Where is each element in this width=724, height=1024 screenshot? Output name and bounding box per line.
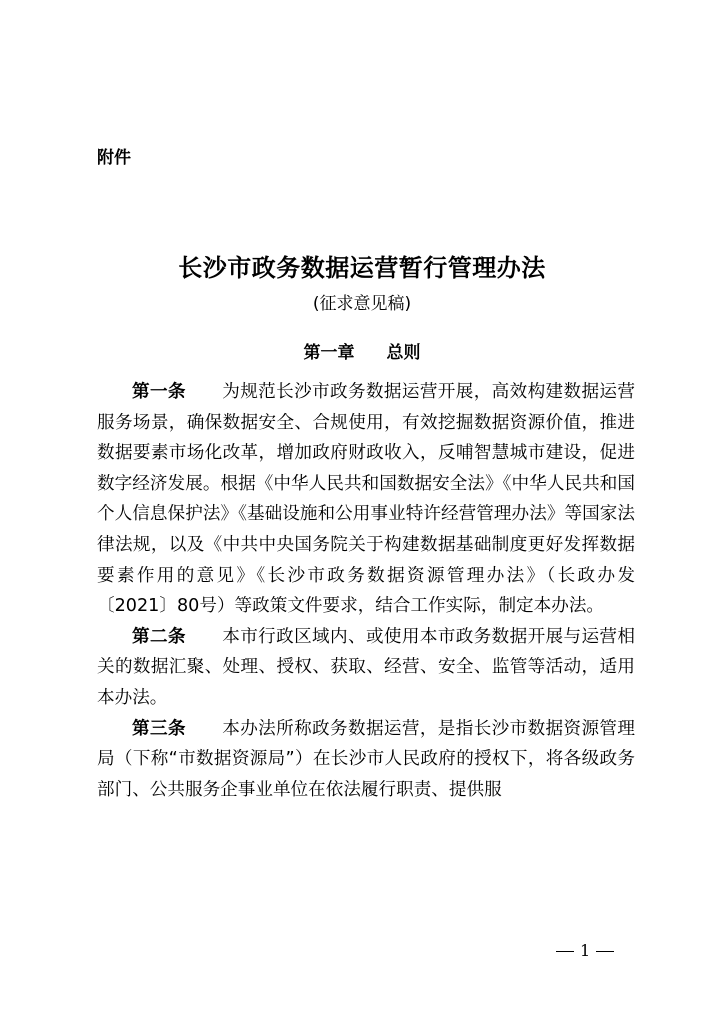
article-paragraph [97,622,635,714]
document-title: 长沙市政务数据运营暂行管理办法 [178,254,546,282]
article-label: 第三条 [132,718,186,739]
article-paragraph [97,714,635,806]
page-number: 1 [580,941,591,960]
footer-dash-right [596,951,614,952]
article-paragraph [97,377,635,622]
document-body [97,377,635,805]
chapter-name: 总则 [386,343,421,363]
document-subtitle: (征求意见稿) [312,294,412,314]
attachment-label: 附件 [97,148,131,168]
article-text: 本办法所称政务数据运营，是指长沙市数据资源管理局（下称“市数据资源局”）在长沙市人民政府的授权下，将各级政务部门、公共服务企事业单位在依法履行职责、提供服 [97,718,635,800]
article-text: 本市行政区域内、或使用本市政务数据开展与运营相关的数据汇聚、处理、授权、获取、经营、安全、监管等活动，适用本办法。 [97,626,635,708]
article-label: 第一条 [132,382,186,402]
chapter-number: 第一章 [303,343,355,363]
chapter-heading [0,341,724,365]
article-text: 为规范长沙市政务数据运营开展，高效构建数据运营服务场景，确保数据安全、合规使用，有效挖掘数据资源价值，推进数据要素市场化改革，增加政府财政收入，反哺智慧城市建设，促进数字经济发展。根据《中华人民共和国数据安全法》《中华人民共和国个人信息保护法》《基础设施和公用事业特许经营管理办法》等国家法律法规，以及《中共中央国务院关于构建数据基础制度更好发挥数据要素作用的意见》《长沙市政务数据资源管理办法》（长政办发〔2021〕80号）等政策文件要求，结合工作实际，制定本办法。 [97,382,635,617]
footer-dash-left [556,951,574,952]
article-label: 第二条 [132,626,186,647]
page-footer [556,940,614,962]
